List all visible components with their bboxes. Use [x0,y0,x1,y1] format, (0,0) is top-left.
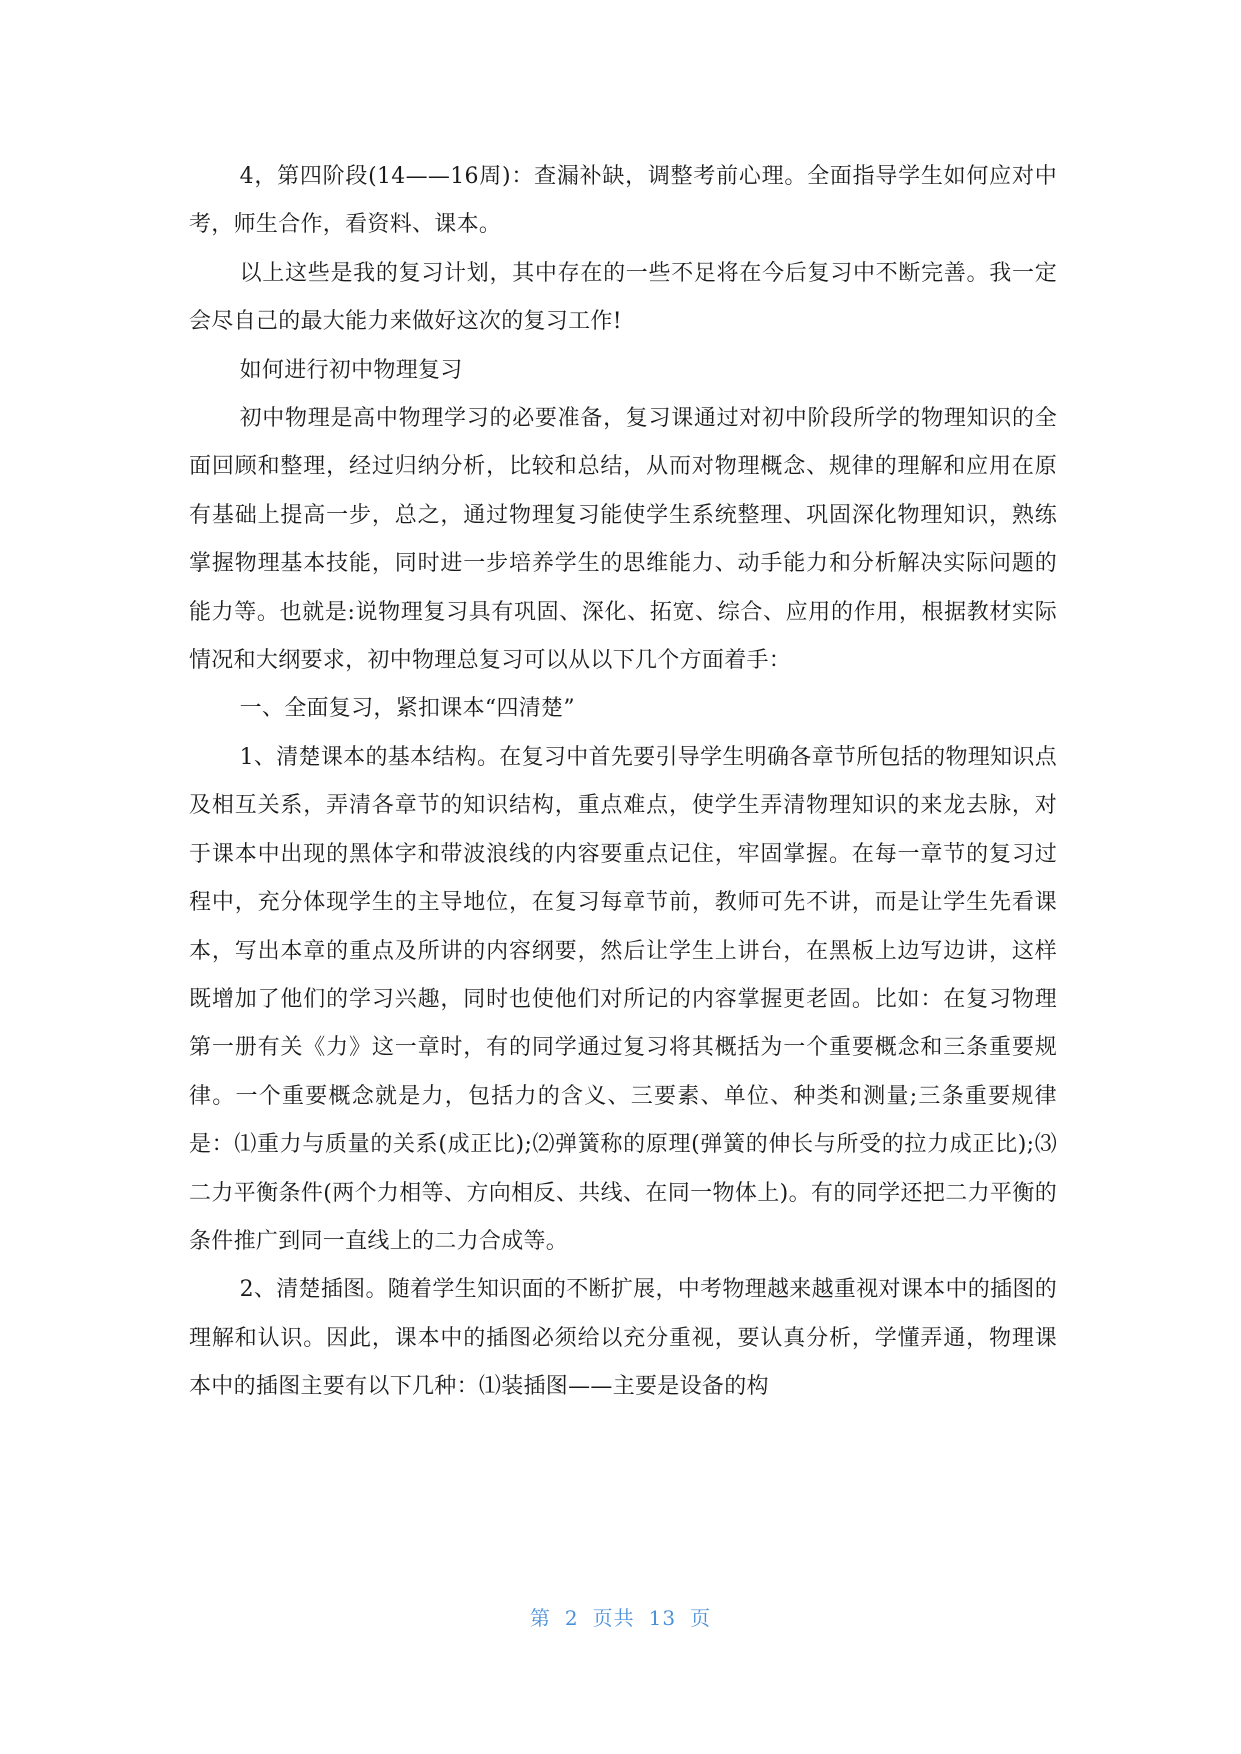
page-footer [0,1602,1241,1631]
footer-total-pages: 13 [648,1606,677,1630]
footer-prefix: 第 [529,1606,551,1630]
paragraph-textbook-structure: 1、清楚课本的基本结构。在复习中首先要引导学生明确各章节所包括的物理知识点及相互关系，弄清各章节的知识结构，重点难点，使学生弄清物理知识的来龙去脉，对于课本中出现的黑体字和带波浪线的内容要重点记住，牢固掌握。在每一章节的复习过程中，充分体现学生的主导地位，在复习每章节前，教师可先不讲，而是让学生先看课本，写出本章的重点及所讲的内容纲要，然后让学生上讲台，在黑板上边写边讲，这样既增加了他们的学习兴趣，同时也使他们对所记的内容掌握更老固。比如：在复习物理第一册有关《力》这一章时，有的同学通过复习将其概括为一个重要概念和三条重要规律。一个重要概念就是力，包括力的含义、三要素、单位、种类和测量;三条重要规律是：⑴重力与质量的关系(成正比);⑵弹簧称的原理(弹簧的伸长与所受的拉力成正比);⑶二力平衡条件(两个力相等、方向相反、共线、在同一物体上)。有的同学还把二力平衡的条件推广到同一直线上的二力合成等。 [189,744,1057,1254]
paragraph-stage-four: 4，第四阶段(14——16周)：查漏补缺，调整考前心理。全面指导学生如何应对中考，师生合作，看资料、课本。 [189,164,1057,238]
section-heading-comprehensive-review: 一、全面复习，紧扣课本“四清楚” [239,696,575,722]
section-heading-physics-review: 如何进行初中物理复习 [239,357,463,383]
footer-suffix: 页 [690,1606,712,1630]
footer-middle: 页共 [592,1606,635,1630]
document-body [189,153,1057,1412]
footer-current-page: 2 [564,1606,579,1630]
paragraph-plan-summary: 以上这些是我的复习计划，其中存在的一些不足将在今后复习中不断完善。我一定会尽自己的最大能力来做好这次的复习工作! [189,260,1057,335]
paragraph-physics-intro: 初中物理是高中物理学习的必要准备，复习课通过对初中阶段所学的物理知识的全面回顾和整理，经过归纳分析，比较和总结，从而对物理概念、规律的理解和应用在原有基础上提高一步，总之，通过物理复习能使学生系统整理、巩固深化物理知识，熟练掌握物理基本技能，同时进一步培养学生的思维能力、动手能力和分析解决实际问题的能力等。也就是:说物理复习具有巩固、深化、拓宽、综合、应用的作用，根据教材实际情况和大纲要求，初中物理总复习可以从以下几个方面着手： [189,406,1057,674]
paragraph-illustrations: 2、清楚插图。随着学生知识面的不断扩展，中考物理越来越重视对课本中的插图的理解和认识。因此，课本中的插图必须给以充分重视，要认真分析，学懂弄通，物理课本中的插图主要有以下几种：⑴装插图——主要是设备的构 [189,1277,1057,1400]
